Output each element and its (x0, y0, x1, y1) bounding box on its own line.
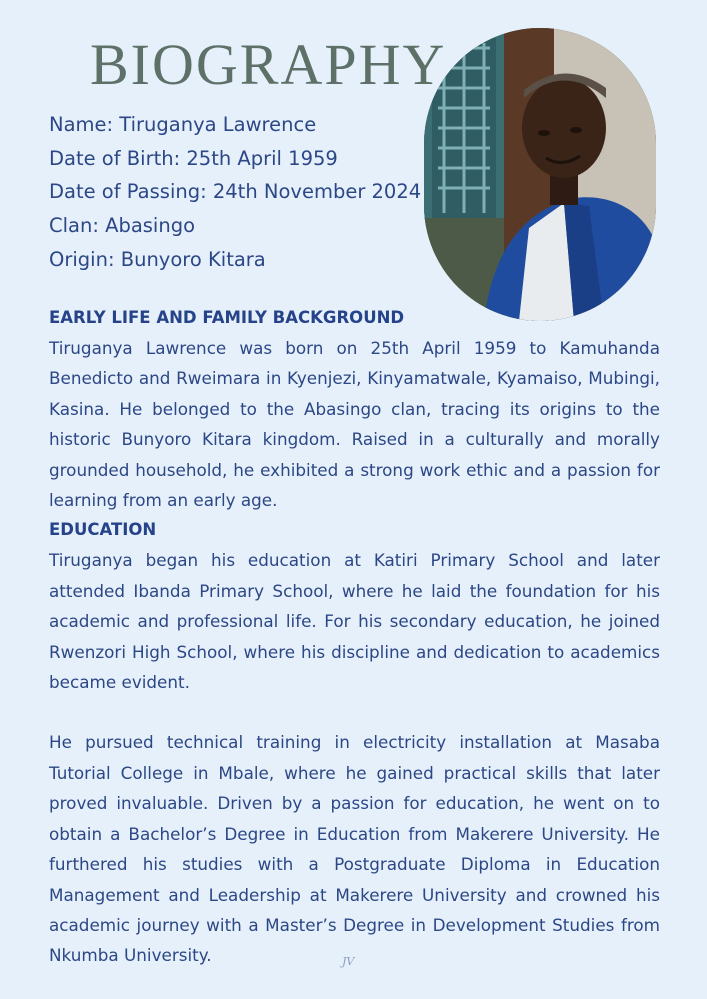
early-life-paragraph: Tiruganya Lawrence was born on 25th April 1959 to Kamuhanda Benedicto and Rweimara in Kyenjezi, Kinyamatwale, Kyamaiso, Mubingi, Kasina. He belonged to the Abasingo clan, tracing its origins to the historic Bunyoro Kitara kingdom. Raised in a culturally and morally grounded household, he exhibited a strong work ethic and a passion for learning from an early age. (49, 338, 660, 511)
info-origin: Origin: Bunyoro Kitara (49, 247, 266, 271)
info-date-of-passing: Date of Passing: 24th November 2024 (49, 180, 422, 204)
info-date-of-birth: Date of Birth: 25th April 1959 (49, 146, 338, 170)
page-title: BIOGRAPHY (90, 32, 447, 97)
info-name: Name: Tiruganya Lawrence (49, 113, 317, 136)
education-paragraph-1: Tiruganya began his education at Katiri Primary School and later attended Ibanda Primary School, where he laid the foundation for his academic and professional life. For his secondary education, he joined Rwenzori High School, where his discipline and dedication to academics became evident. (49, 550, 660, 693)
info-clan: Clan: Abasingo (49, 214, 196, 238)
education-paragraph-2: He pursued technical training in electricity installation at Masaba Tutorial College in Mbale, where he gained practical skills that later proved invaluable. Driven by a passion for education, he went on to obtain a Bachelor’s Degree in Education from Makerere University. He furthered his studies with a Postgraduate Diploma in Education Management and Leadership at Makerere University and crowned his academic journey with a Master’s Degree in Development Studies from Nkumba University. (49, 732, 660, 966)
signature-mark: JV (342, 955, 355, 968)
section-heading-education: EDUCATION (49, 520, 157, 540)
personal-info (49, 108, 421, 277)
section-heading-early-life: EARLY LIFE AND FAMILY BACKGROUND (49, 308, 405, 327)
biography-content (49, 303, 660, 971)
portrait-photo (424, 28, 656, 321)
